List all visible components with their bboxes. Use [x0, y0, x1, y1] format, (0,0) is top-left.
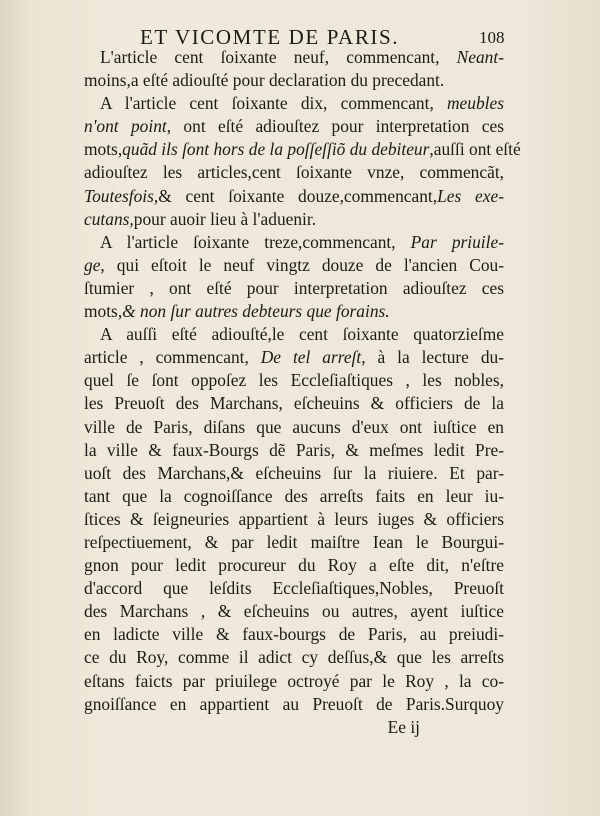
text-segment: quel ſe ſont oppoſez les Eccleſiaſtiques , les nobles, [84, 370, 504, 391]
italic-text-segment: Neant- [456, 47, 504, 67]
text-line [84, 439, 504, 462]
text-line [84, 623, 504, 646]
italic-text-segment: cutans, [84, 208, 134, 229]
text-line [84, 485, 504, 508]
text-segment: mots, [84, 301, 123, 322]
text-line [84, 369, 504, 392]
text-line [84, 531, 504, 554]
text-segment: les Preuoſt des Marchans, eſcheuins & officiers de la [84, 393, 504, 414]
text-line [84, 231, 504, 254]
text-line [84, 693, 504, 716]
text-segment: A l'article cent ſoixante dix, commencant, [100, 93, 447, 114]
text-segment: pour auoir lieu à l'aduenir. [133, 208, 317, 229]
text-segment: ſtices & ſeigneuries appartient à leurs iuges & officiers [84, 508, 504, 529]
italic-text-segment: quãd ils ſont hors de la poſſeſſiõ du debiteur [122, 139, 430, 160]
body-text [84, 46, 521, 739]
text-line [84, 115, 504, 138]
text-line [84, 508, 504, 531]
text-segment: gnoiſſance en appartient au Preuoſt de Paris.Surquoy [84, 693, 504, 714]
italic-text-segment: Par priuile- [410, 231, 504, 252]
text-segment: , qui eſtoit le neuf vingtz douze de l'ancien Cou- [100, 254, 504, 275]
page-number: 108 [479, 28, 505, 47]
text-segment: des Marchans , & eſcheuins ou autres, ayent iuſtice [84, 601, 504, 622]
text-segment: la ville & faux-Bourgs dẽ Paris, & meſmes ledit Pre- [84, 439, 504, 460]
text-segment: L'article cent ſoixante neuf, commencant, [100, 47, 457, 67]
text-line [84, 46, 504, 69]
italic-text-segment: ge [84, 254, 101, 275]
text-segment: A auſſi eſté adiouſté,le cent ſoixante quatorzieſme [100, 324, 504, 345]
text-segment: ,auſſi ont eſté [429, 139, 521, 160]
text-segment: d'accord que leſdits Eccleſiaſtiques,Nobles, Preuoſt [84, 578, 504, 599]
text-line [84, 416, 504, 439]
text-line [84, 670, 504, 693]
text-line [84, 323, 504, 346]
text-segment: moins,a eſté adiouſté pour declaration du precedant. [84, 70, 445, 91]
text-segment: & cent ſoixante douze,commencant, [158, 185, 438, 206]
italic-text-segment: Toutesfois, [84, 185, 159, 206]
italic-text-segment: n'ont point [84, 116, 167, 137]
text-segment: reſpectiuement, & par ledit maiſtre Iean le Bourgui- [84, 531, 504, 552]
text-line [84, 138, 521, 161]
text-line [84, 577, 504, 600]
text-segment: adiouſtez les articles,cent ſoixante vnze, commencãt, [84, 162, 504, 183]
text-segment: ſtumier , ont eſté pour interpretation adiouſtez ces [84, 277, 504, 298]
text-line [84, 277, 504, 300]
text-segment: A l'article ſoixante treze,commencant, [100, 231, 411, 252]
italic-text-segment: Les exe- [437, 185, 504, 206]
text-line [84, 185, 504, 208]
text-line [84, 161, 504, 184]
text-line [84, 646, 504, 669]
signature-mark: Ee ij [387, 716, 420, 737]
text-segment: ce du Roy, comme il adict cy deſſus,& que les arreſts [84, 647, 504, 668]
text-segment: à la lecture du- [365, 347, 504, 368]
text-line [84, 462, 504, 485]
text-line [84, 554, 504, 577]
text-segment: eſtans faicts par priuilege octroyé par le Roy , la co- [84, 670, 504, 691]
text-line [84, 69, 504, 92]
running-head: ET VICOMTE DE PARIS. [140, 25, 400, 49]
text-line [84, 254, 504, 277]
text-segment: mots, [84, 139, 123, 160]
text-line [84, 208, 504, 231]
text-line [84, 392, 504, 415]
text-segment: , ont eſté adiouſtez pour interpretation ces [166, 116, 504, 137]
text-line [84, 92, 504, 115]
italic-text-segment: De tel arreſt, [260, 347, 366, 368]
text-line [84, 300, 504, 323]
text-segment: article , commencant, [84, 347, 261, 368]
text-segment: gnon pour ledit procureur du Roy a eſte dit, n'eſtre [84, 555, 504, 576]
text-segment: en ladicte ville & faux-bourgs de Paris, au preiudi- [84, 624, 504, 645]
text-segment: ville de Paris, diſans que aucuns d'eux ont iuſtice en [84, 416, 504, 437]
text-segment: uoſt des Marchans,& eſcheuins ſur la riuiere. Et par- [84, 462, 504, 483]
text-segment: tant que la cognoiſſance des arreſts faits en leur iu- [84, 485, 504, 506]
italic-text-segment: meubles [447, 93, 504, 114]
text-line [84, 600, 504, 623]
text-line [84, 346, 504, 369]
italic-text-segment: & non ſur autres debteurs que forains. [122, 301, 390, 322]
